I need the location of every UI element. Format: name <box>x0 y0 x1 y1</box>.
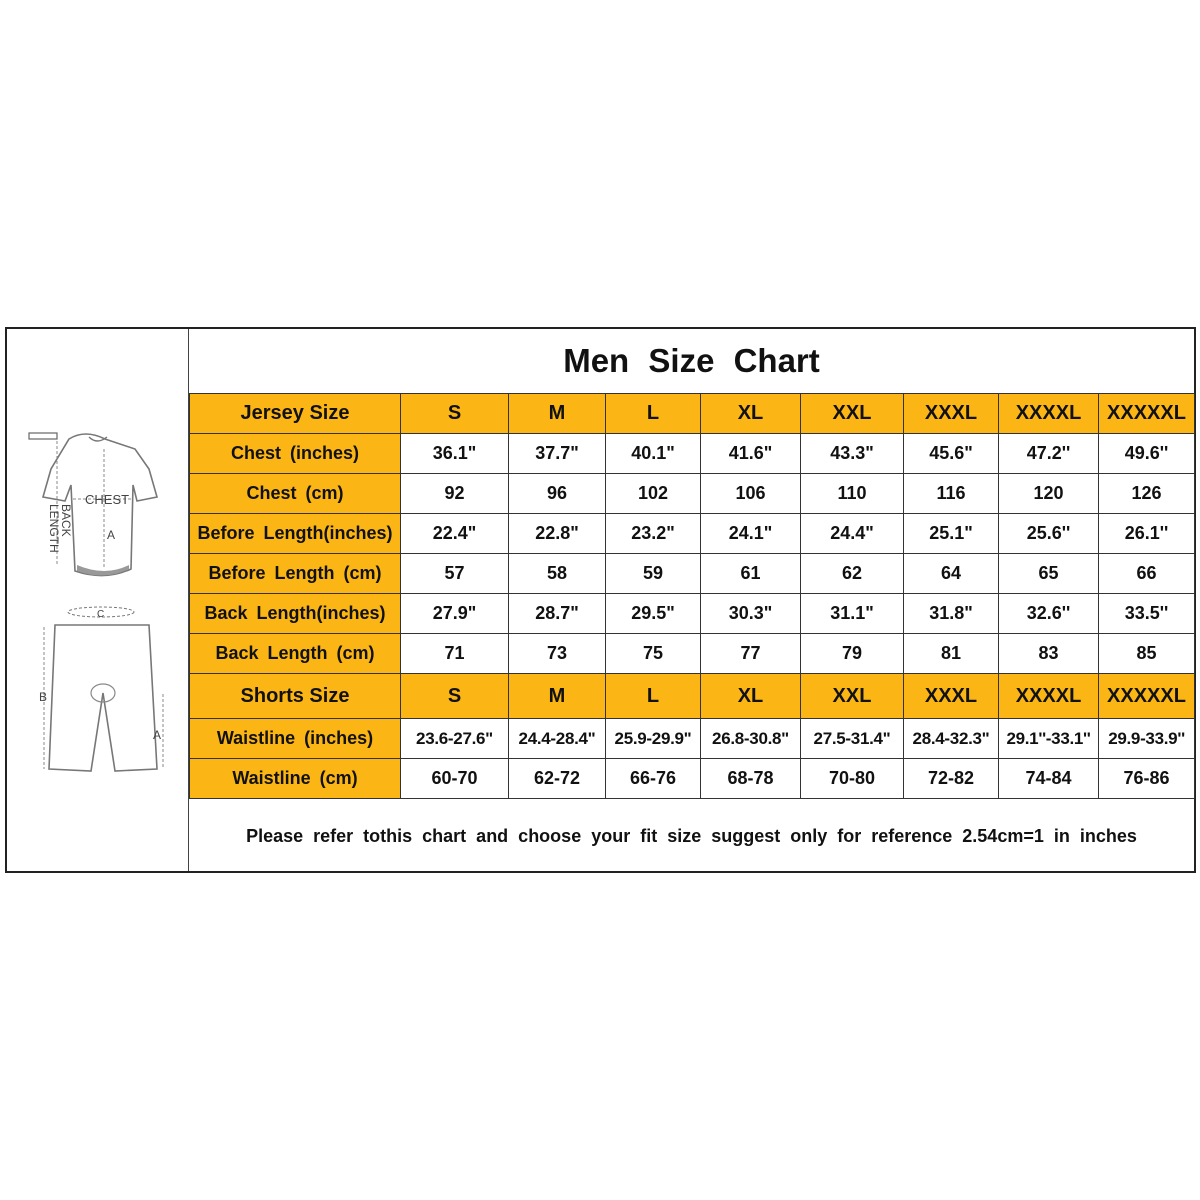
value-cell: 71 <box>401 634 509 674</box>
value-cell: 25.6'' <box>999 514 1099 554</box>
value-cell: 65 <box>999 554 1099 594</box>
value-cell: 60-70 <box>401 759 509 799</box>
size-header-cell: XXXL <box>904 674 999 719</box>
reference-note: Please refer tothis chart and choose your fit size suggest only for reference 2.54cm=1 in inches <box>246 826 1137 846</box>
value-cell: 75 <box>606 634 701 674</box>
value-cell: 47.2'' <box>999 434 1099 474</box>
jersey-size-header: Jersey Size <box>190 394 401 434</box>
value-cell: 68-78 <box>701 759 801 799</box>
table-row <box>190 554 1195 594</box>
value-cell: 116 <box>904 474 999 514</box>
value-cell: 62 <box>801 554 904 594</box>
value-cell: 23.6-27.6" <box>401 719 509 759</box>
value-cell: 49.6'' <box>1099 434 1195 474</box>
table-row <box>190 719 1195 759</box>
value-cell: 110 <box>801 474 904 514</box>
value-cell: 31.1" <box>801 594 904 634</box>
jersey-section <box>190 394 1195 674</box>
value-cell: 29.9-33.9'' <box>1099 719 1195 759</box>
size-header-cell: M <box>509 674 606 719</box>
value-cell: 83 <box>999 634 1099 674</box>
size-header-cell: XXXL <box>904 394 999 434</box>
table-row <box>190 634 1195 674</box>
value-cell: 64 <box>904 554 999 594</box>
value-cell: 28.4-32.3" <box>904 719 999 759</box>
size-header-cell: XL <box>701 674 801 719</box>
value-cell: 81 <box>904 634 999 674</box>
value-cell: 28.7" <box>509 594 606 634</box>
chart-title: Men Size Chart <box>563 342 820 379</box>
value-cell: 25.1" <box>904 514 999 554</box>
length-label: LENGTH <box>47 504 61 553</box>
value-cell: 43.3" <box>801 434 904 474</box>
value-cell: 85 <box>1099 634 1195 674</box>
value-cell: 66 <box>1099 554 1195 594</box>
value-cell: 30.3" <box>701 594 801 634</box>
value-cell: 57 <box>401 554 509 594</box>
size-header-cell: XXXXL <box>999 394 1099 434</box>
shorts-header-row <box>190 674 1195 719</box>
table-row <box>190 759 1195 799</box>
value-cell: 22.8" <box>509 514 606 554</box>
value-cell: 126 <box>1099 474 1195 514</box>
row-label-cell: Back Length (cm) <box>190 634 401 674</box>
size-table <box>189 393 1195 799</box>
row-label-cell: Waistline (cm) <box>190 759 401 799</box>
table-row <box>190 434 1195 474</box>
size-header-cell: XXL <box>801 674 904 719</box>
value-cell: 120 <box>999 474 1099 514</box>
size-header-cell: M <box>509 394 606 434</box>
back-label: BACK <box>59 504 73 537</box>
shorts-section <box>190 674 1195 799</box>
garment-diagram-svg <box>7 329 188 871</box>
chest-label: CHEST <box>85 492 130 507</box>
value-cell: 92 <box>401 474 509 514</box>
value-cell: 79 <box>801 634 904 674</box>
value-cell: 33.5'' <box>1099 594 1195 634</box>
value-cell: 106 <box>701 474 801 514</box>
value-cell: 31.8" <box>904 594 999 634</box>
shorts-outline-icon <box>49 625 157 771</box>
value-cell: 24.4" <box>801 514 904 554</box>
value-cell: 74-84 <box>999 759 1099 799</box>
value-cell: 61 <box>701 554 801 594</box>
value-cell: 40.1" <box>606 434 701 474</box>
value-cell: 27.5-31.4" <box>801 719 904 759</box>
tape-marker-icon <box>29 433 57 439</box>
table-row <box>190 474 1195 514</box>
value-cell: 62-72 <box>509 759 606 799</box>
value-cell: 41.6" <box>701 434 801 474</box>
size-header-cell: XL <box>701 394 801 434</box>
value-cell: 66-76 <box>606 759 701 799</box>
value-cell: 73 <box>509 634 606 674</box>
size-header-cell: XXXXXL <box>1099 394 1195 434</box>
row-label-cell: Back Length(inches) <box>190 594 401 634</box>
value-cell: 24.4-28.4" <box>509 719 606 759</box>
row-label-cell: Chest (cm) <box>190 474 401 514</box>
size-header-cell: L <box>606 394 701 434</box>
table-row <box>190 594 1195 634</box>
row-label-cell: Chest (inches) <box>190 434 401 474</box>
value-cell: 77 <box>701 634 801 674</box>
row-label-cell: Before Length (cm) <box>190 554 401 594</box>
jersey-header-row <box>190 394 1195 434</box>
value-cell: 24.1" <box>701 514 801 554</box>
shorts-c-label: C <box>97 609 105 620</box>
value-cell: 76-86 <box>1099 759 1195 799</box>
size-header-cell: XXL <box>801 394 904 434</box>
value-cell: 29.1''-33.1'' <box>999 719 1099 759</box>
size-chart-frame <box>5 327 1196 873</box>
size-header-cell: L <box>606 674 701 719</box>
value-cell: 26.1'' <box>1099 514 1195 554</box>
row-label-cell: Before Length(inches) <box>190 514 401 554</box>
value-cell: 45.6" <box>904 434 999 474</box>
value-cell: 23.2" <box>606 514 701 554</box>
shorts-size-header: Shorts Size <box>190 674 401 719</box>
size-header-cell: XXXXXL <box>1099 674 1195 719</box>
value-cell: 58 <box>509 554 606 594</box>
value-cell: 96 <box>509 474 606 514</box>
value-cell: 25.9-29.9" <box>606 719 701 759</box>
shorts-a-label: A <box>153 728 162 742</box>
value-cell: 36.1" <box>401 434 509 474</box>
value-cell: 37.7" <box>509 434 606 474</box>
size-header-cell: XXXXL <box>999 674 1099 719</box>
size-header-cell: S <box>401 674 509 719</box>
garment-diagram <box>7 329 189 871</box>
value-cell: 72-82 <box>904 759 999 799</box>
value-cell: 27.9" <box>401 594 509 634</box>
value-cell: 29.5" <box>606 594 701 634</box>
value-cell: 32.6'' <box>999 594 1099 634</box>
value-cell: 59 <box>606 554 701 594</box>
value-cell: 26.8-30.8" <box>701 719 801 759</box>
value-cell: 22.4" <box>401 514 509 554</box>
size-header-cell: S <box>401 394 509 434</box>
row-label-cell: Waistline (inches) <box>190 719 401 759</box>
jersey-a-label: A <box>107 528 116 542</box>
table-row <box>190 514 1195 554</box>
shorts-b-label: B <box>39 690 48 704</box>
value-cell: 70-80 <box>801 759 904 799</box>
value-cell: 102 <box>606 474 701 514</box>
